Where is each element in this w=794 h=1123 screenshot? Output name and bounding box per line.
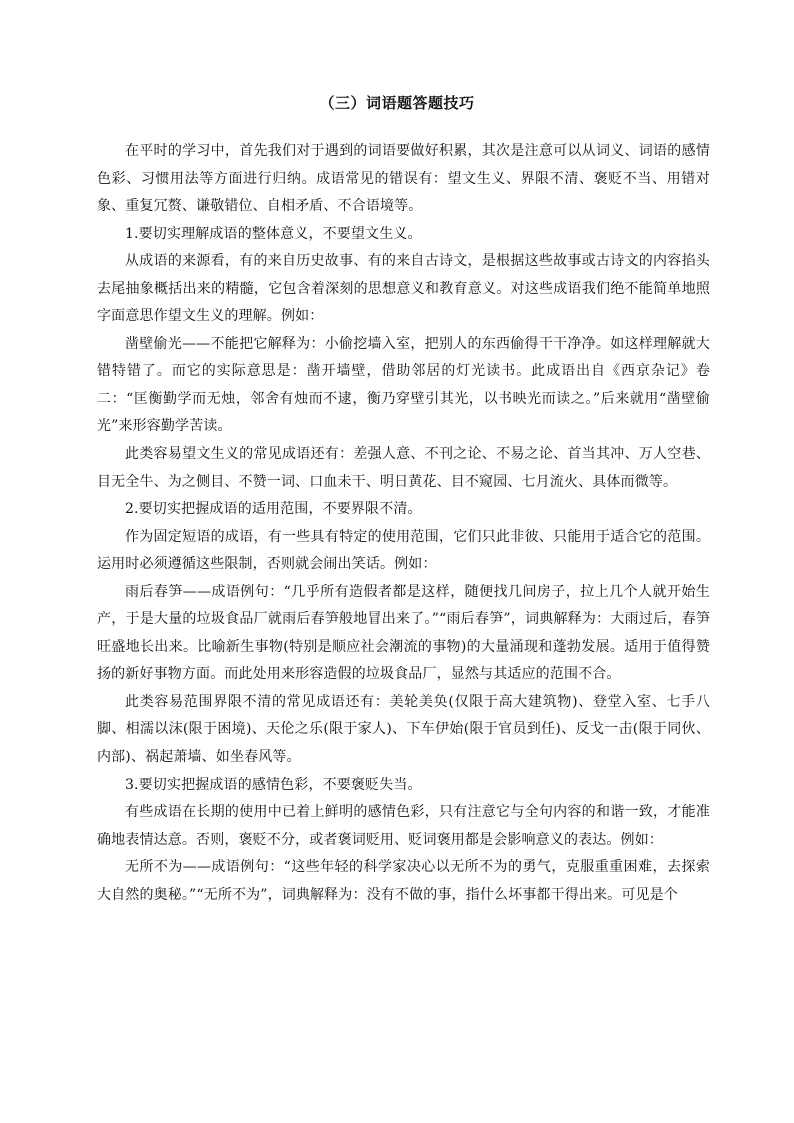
section-title: （三）词语题答题技巧 (319, 94, 475, 112)
paragraph-intro: 在平时的学习中，首先我们对于遇到的词语要做好积累，其次是注意可以从词义、词语的感情色彩、习惯用法等方面进行归纳。成语常见的错误有：望文生义、界限不清、褒贬不当、用错对象、重复冗赘、谦敬错位、自相矛盾、不合语境等。 (97, 143, 710, 215)
paragraph-scope: 作为固定短语的成语，有一些具有特定的使用范围，它们只此非彼、只能用于适合它的范围。运用时必须遵循这些限制，否则就会闹出笑话。例如： (97, 528, 710, 573)
heading-point-1: 1.要切实理解成语的整体意义，不要望文生义。 (125, 225, 422, 242)
heading-point-2: 2.要切实把握成语的适用范围，不要界限不清。 (125, 501, 422, 518)
paragraph-sentiment: 有些成语在长期的使用中已着上鲜明的感情色彩，只有注意它与全句内容的和谐一致，才能准确地表情达意。否则，褒贬不分，或者褒词贬用、贬词褒用都是会影响意义的表达。例如： (97, 804, 710, 848)
paragraph-list-2: 此类容易范围界限不清的常见成语还有：美轮美奂(仅限于高大建筑物)、登堂入室、七手八脚、相濡以沫(限于困境)、天伦之乐(限于家人)、下车伊始(限于官员到任)、反戈一击(限于同伙、内部)、祸起萧墙、如坐春风等。 (97, 693, 710, 766)
paragraph-example-1: 凿壁偷光——不能把它解释为：小偷挖墙入室，把别人的东西偷得干干净净。如这样理解就大错特错了。而它的实际意思是：凿开墙壁，借助邻居的灯光读书。此成语出自《西京杂记》卷二：“匡衡勤学而无烛，邻舍有烛而不逮，衡乃穿壁引其光，以书映光而读之。”后来就用“凿壁偷光”来形容勤学苦读。 (97, 335, 710, 435)
paragraph-example-2: 雨后春笋——成语例句：“几乎所有造假者都是这样，随便找几间房子，拉上几个人就开始生产，于是大量的垃圾食品厂就雨后春笋般地冒出来了。”“雨后春笋”，词典解释为：大雨过后，春笋旺盛地长出来。比喻新生事物(特别是顺应社会潮流的事物)的大量涌现和蓬勃发展。适用于值得赞扬的新好事物方面。而此处用来形容造假的垃圾食品厂，显然与其适应的范围不合。 (97, 583, 710, 683)
paragraph-list-1: 此类容易望文生义的常见成语还有：差强人意、不刊之论、不易之论、首当其冲、万人空巷、目无全牛、为之侧目、不赞一词、口血未干、明日黄花、目不窥园、七月流火、具体而微等。 (97, 446, 710, 490)
paragraph-idiom-origin: 从成语的来源看，有的来自历史故事、有的来自古诗文，是根据这些故事或古诗文的内容掐头去尾抽象概括出来的精髓，它包含着深刻的思想意义和教育意义。对这些成语我们绝不能简单地照字面意思作望文生义的理解。例如： (97, 253, 710, 325)
paragraph-example-3: 无所不为——成语例句：“这些年轻的科学家决心以无所不为的勇气，克服重重困难，去探索大自然的奥秘。”“无所不为”，词典解释为：没有不做的事，指什么坏事都干得出来。可见是个 (97, 859, 710, 903)
document-body (97, 138, 710, 909)
heading-point-3: 3.要切实把握成语的感情色彩，不要褒贬失当。 (125, 776, 422, 793)
